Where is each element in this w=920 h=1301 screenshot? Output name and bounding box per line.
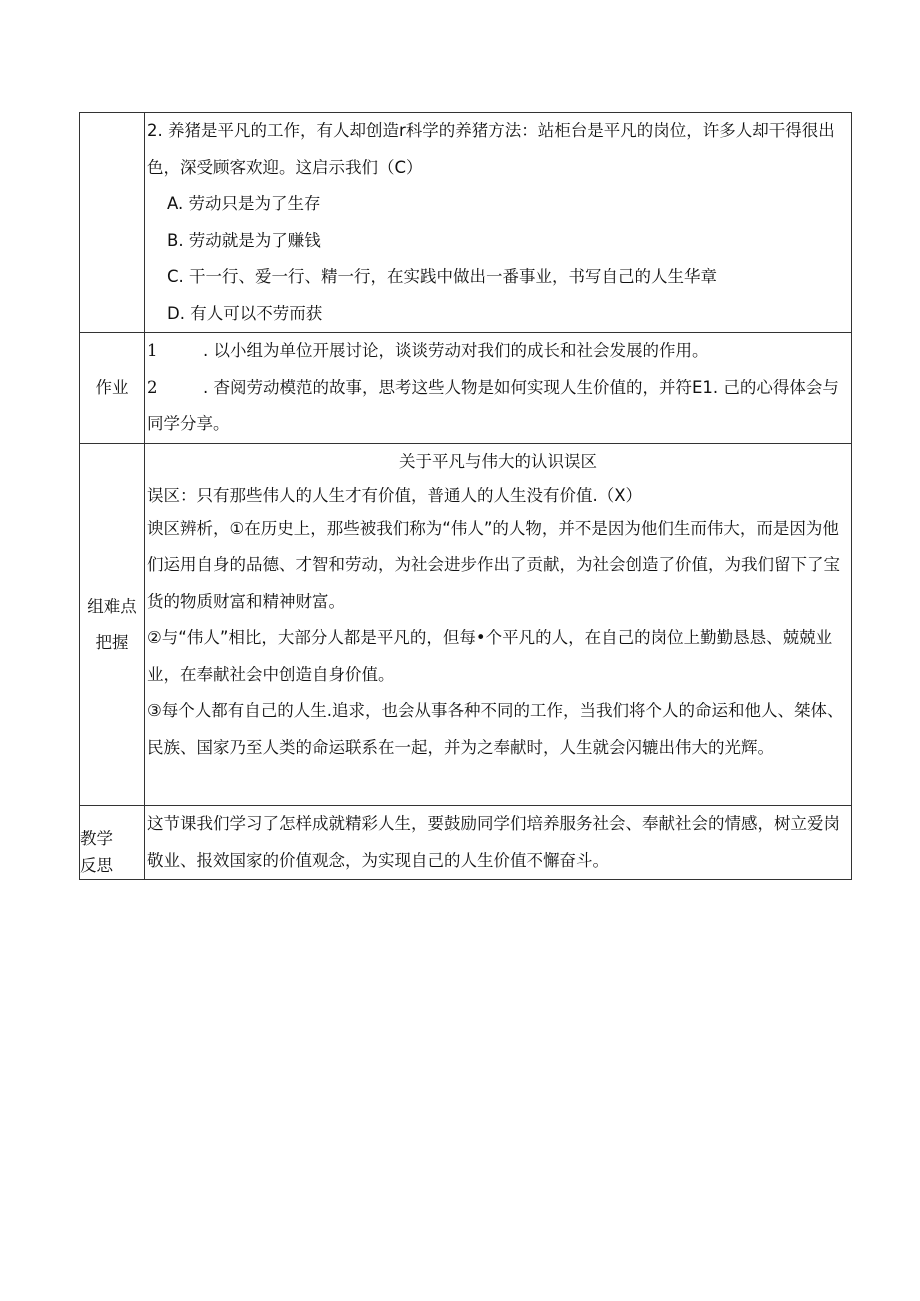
homework-label: 作业 [80, 333, 145, 444]
point-3-text: ③每个人都有自己的人生.追求，也会从事各种不同的工作，当我们将个人的命运和他人、桀体、民族、国家乃至人类的命运联系在一起，并为之奉献时，人生就会闪辘出伟大的光辉。 [147, 701, 844, 757]
option-a: A. 劳动只是为了生存 [167, 194, 321, 213]
option-c: C. 干一行、爱一行、精一行，在实践中做出一番事业，书写自己的人生华章 [167, 267, 718, 286]
question-label-cell [80, 113, 145, 333]
homework-item-1 [145, 333, 851, 370]
difficulty-title: 关于平凡与伟大的认识误区 [399, 452, 597, 471]
homework-cell [145, 333, 852, 444]
option-b: B. 劳动就是为了赚钱 [167, 230, 321, 250]
homework-item-1-text: . 以小组为单位开展讨论，谈谈劳动对我们的成长和社会发展的作用。 [203, 341, 709, 360]
question-stem: 2. 养猪是平凡的工作，有人却创造r科学的养猪方法：站柜台是平凡的岗位，许多人却干得很出色，深受顾客欢迎。这启示我们（C） [147, 121, 835, 177]
reflection-label [80, 806, 145, 880]
difficulty-cell [145, 444, 852, 806]
point-2-text: ②与“伟人”相比，大部分人都是平凡的，但每•个平凡的人，在自己的岗位上勤勤恳恳、兢兢业业，在奉献社会中创造自身价值。 [147, 628, 833, 684]
misconception-text: 误区：只有那些伟人的人生才有价值，普通人的人生没有价值.（X） [147, 485, 643, 505]
lesson-table [79, 112, 852, 880]
homework-item-2-text: . 杳阅劳动模范的故事，思考这些人物是如何实现人生价值的，并符E1. 己的心得体会与同学分享。 [147, 377, 839, 433]
reflection-label-line2: 反思 [80, 856, 113, 875]
reflection-row [80, 806, 852, 880]
reflection-cell [145, 806, 852, 880]
difficulty-label-line1: 组难点 [87, 596, 137, 616]
reflection-text: 这节课我们学习了怎样成就精彩人生，要鼓励同学们培养服务社会、奉献社会的情感，树立爱岗敬业、报效国家的价值观念，为实现自己的人生价值不懈奋斗。 [147, 814, 840, 870]
homework-item-2 [145, 370, 851, 443]
question-cell [145, 113, 852, 333]
homework-item-2-number: 2 [147, 377, 158, 397]
option-d: D. 有人可以不劳而获 [167, 303, 323, 323]
analysis-text: 谀区辨析，①在历史上，那些被我们称为“伟人”的人物，并不是因为他们生而伟大，而是因为他们运用自身的品德、才智和劳动，为社会进步作出了贡献，为社会创造了价值，为我们留下了宝货的物质财富和精神财富。 [147, 518, 840, 611]
homework-row [80, 333, 852, 444]
difficulty-label [80, 444, 145, 806]
homework-item-1-number: 1 [147, 341, 158, 360]
difficulty-label-line2: 把握 [95, 632, 129, 652]
reflection-label-line1: 教学 [80, 829, 113, 848]
difficulty-row [80, 444, 852, 806]
question-row [80, 113, 852, 333]
